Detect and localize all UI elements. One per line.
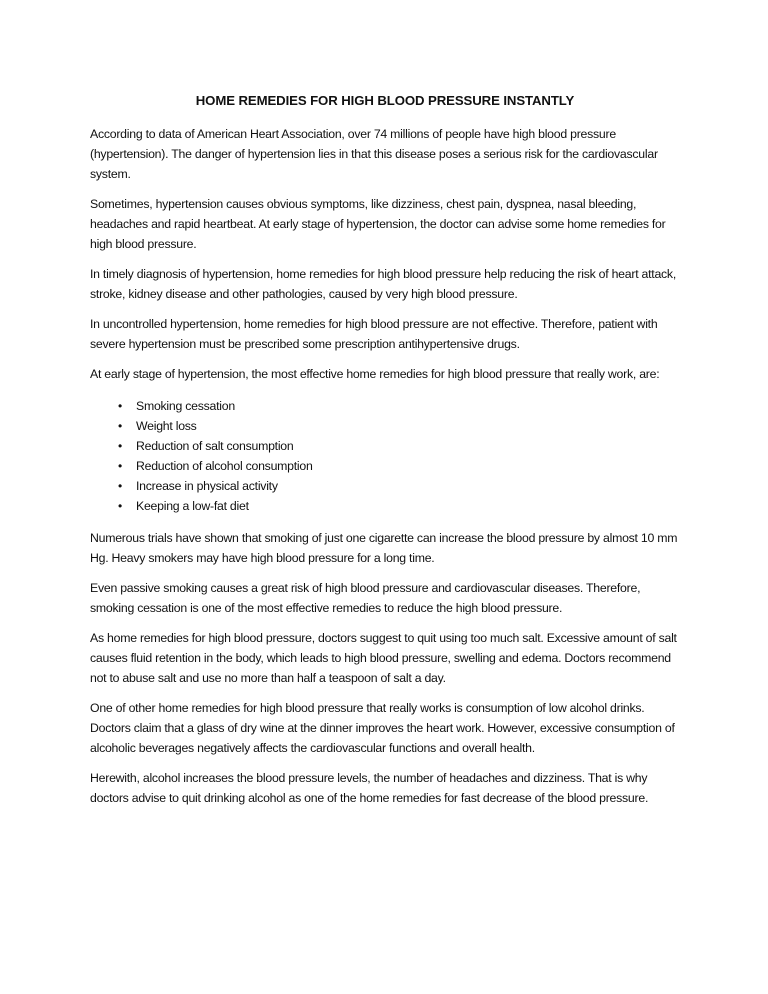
list-item-label: Reduction of salt consumption [136,439,294,453]
paragraph-passive-smoking: Even passive smoking causes a great risk of high blood pressure and cardiovascular diseases. Therefore, smoking cessation is one of the most effective remedies to reduce the high blood pressure. [90,581,641,615]
paragraph-uncontrolled-hypertension: In uncontrolled hypertension, home remedies for high blood pressure are not effective. Therefore, patient with severe hypertension must be prescribed some prescription antihypertensive drugs. [90,317,658,351]
list-item-label: Smoking cessation [136,399,235,413]
list-item [90,436,680,456]
list-item [90,416,680,436]
document-body [90,92,680,818]
paragraph-list-intro: At early stage of hypertension, the most effective home remedies for high blood pressure that really work, are: [90,367,660,381]
remedies-list-wrapper [90,394,680,516]
bullet-icon: • [118,479,122,493]
document-title: HOME REMEDIES FOR HIGH BLOOD PRESSURE INSTANTLY [195,93,575,108]
list-item-label: Weight loss [136,419,197,433]
paragraph-symptoms: Sometimes, hypertension causes obvious symptoms, like dizziness, chest pain, dyspnea, nasal bleeding, headaches and rapid heartbeat. At early stage of hypertension, the doctor can advise some home remedies for high blood pressure. [90,197,666,251]
paragraph-smoking-trials: Numerous trials have shown that smoking of just one cigarette can increase the blood pressure by almost 10 mm Hg. Heavy smokers may have high blood pressure for a long time. [90,531,678,565]
list-item [90,496,680,516]
paragraph-alcohol-effects: Herewith, alcohol increases the blood pressure levels, the number of headaches and dizziness. That is why doctors advise to quit drinking alcohol as one of the home remedies for fast decrease of the blood pressure. [90,771,649,805]
bullet-icon: • [118,419,122,433]
paragraph-salt: As home remedies for high blood pressure, doctors suggest to quit using too much salt. Excessive amount of salt causes fluid retention in the body, which leads to high blood pressure, swelling and edema. Doctors recommend not to abuse salt and use no more than half a teaspoon of salt a day. [90,631,677,685]
bullet-icon: • [118,459,122,473]
list-item-label: Increase in physical activity [136,479,278,493]
list-item [90,456,680,476]
paragraph-heart-association: According to data of American Heart Association, over 74 millions of people have high blood pressure (hypertension). The danger of hypertension lies in that this disease poses a serious risk for the cardiovascular system. [90,127,658,181]
bullet-icon: • [118,499,122,513]
bullet-icon: • [118,439,122,453]
bullet-icon: • [118,399,122,413]
list-item [90,396,680,416]
list-item-label: Reduction of alcohol consumption [136,459,313,473]
paragraph-timely-diagnosis: In timely diagnosis of hypertension, home remedies for high blood pressure help reducing the risk of heart attack, stroke, kidney disease and other pathologies, caused by very high blood pressure. [90,267,676,301]
paragraph-low-alcohol: One of other home remedies for high blood pressure that really works is consumption of low alcohol drinks. Doctors claim that a glass of dry wine at the dinner improves the heart work. However, excessive consumption of alcoholic beverages negatively affects the cardiovascular functions and overall health. [90,701,675,755]
remedies-list [90,396,680,516]
list-item-label: Keeping a low-fat diet [136,499,249,513]
list-item [90,476,680,496]
